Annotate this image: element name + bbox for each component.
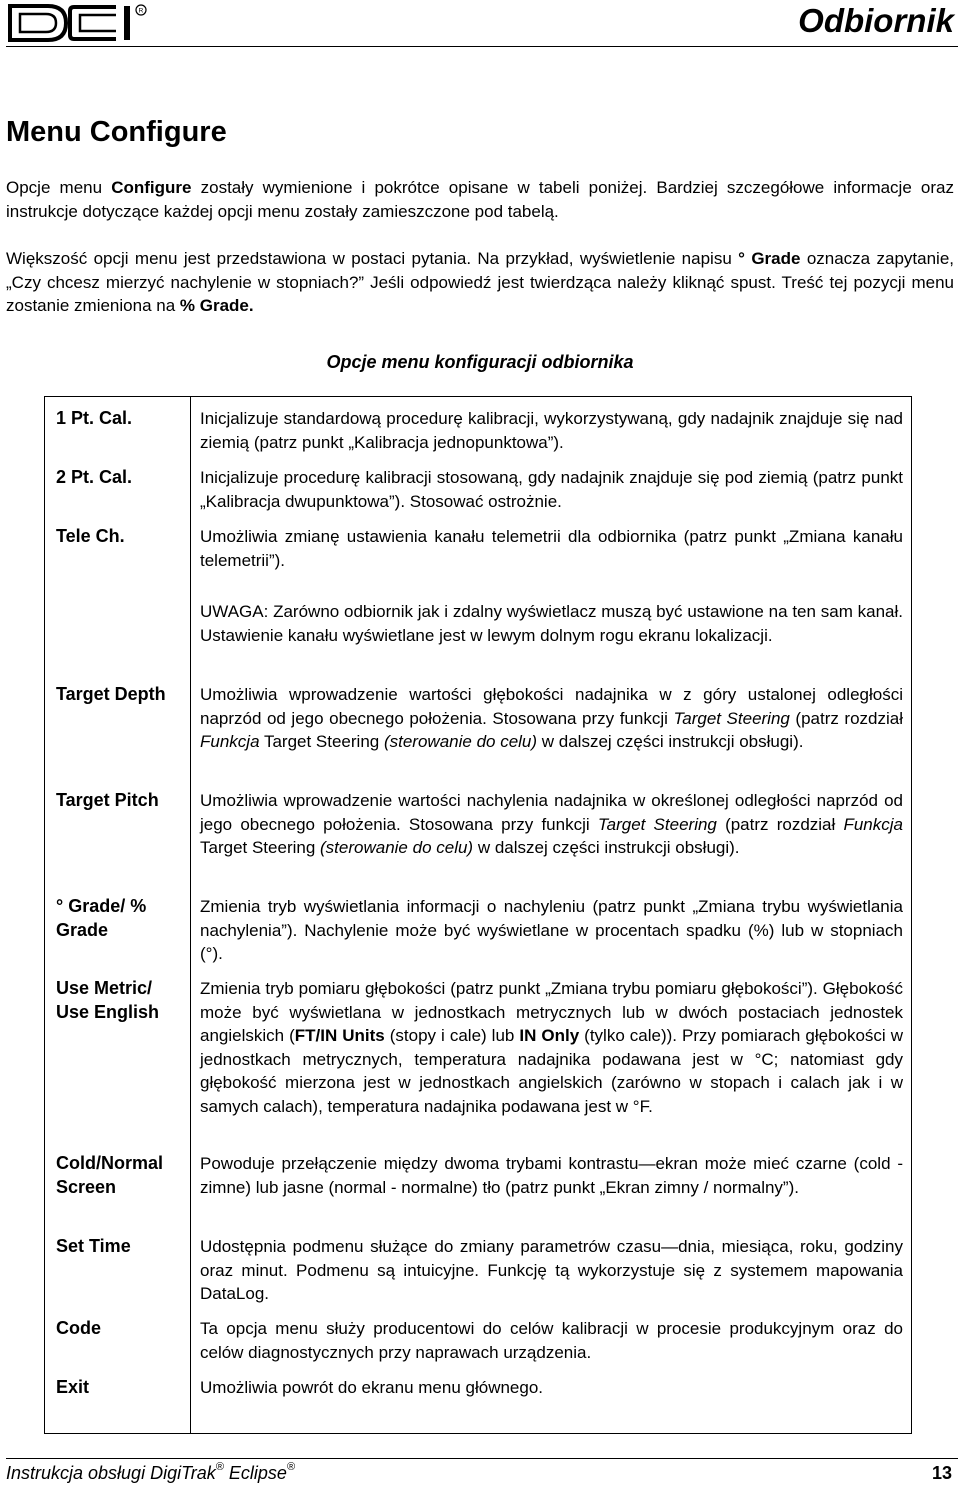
row-description: Powoduje przełączenie między dwoma trybami kontrastu—ekran może mieć czarne (cold - zimne) lub jasne (normal - normalne) tło (patrz punkt „Ekran zimny / normalny”).: [200, 1154, 903, 1197]
row-description: Umożliwia wprowadzenie wartości głębokości nadajnika w z góry ustalonej odległości naprzód od jego obecnego położenia. Stosowana przy funkcji Target Steering (patrz rozdział Funkcja Target Steering (sterowanie do celu) w dalszej części instrukcji obsługi).: [200, 685, 903, 751]
table-caption: Opcje menu konfiguracji odbiornika: [326, 352, 634, 372]
row-label: Cold/Normal Screen: [56, 1153, 164, 1197]
row-label: Use Metric/ Use English: [56, 978, 160, 1022]
row-label: Target Pitch: [56, 790, 159, 810]
row-description: Ta opcja menu służy producentowi do celów kalibracji w procesie produkcyjnym oraz do celów diagnostycznych przy naprawach urządzenia.: [200, 1319, 903, 1362]
svg-text:R: R: [138, 7, 144, 15]
row-label: Exit: [56, 1377, 90, 1397]
row-description: Zmienia tryb wyświetlania informacji o nachyleniu (patrz punkt „Zmiana trybu wyświetlania nachylenia”). Nachylenie może być wyświetlane w procentach spadku (%) lub w stopniach (°).: [200, 897, 903, 963]
section-title: Odbiornik: [798, 2, 954, 39]
header-divider: [6, 46, 958, 47]
row-label: Set Time: [56, 1236, 131, 1256]
intro-paragraph-1: Opcje menu Configure zostały wymienione i pokrótce opisane w tabeli poniżej. Bardziej szczegółowe informacje oraz instrukcje dotyczące każdej opcji menu zostały zamieszczone pod tabelą.: [6, 178, 954, 221]
row-label: Code: [56, 1318, 101, 1338]
row-description: Umożliwia wprowadzenie wartości nachylenia nadajnika w określonej odległości naprzód od jego obecnego położenia. Stosowana przy funkcji Target Steering (patrz rozdział Funkcja Target Steering (sterowanie do celu) w dalszej części instrukcji obsługi).: [200, 791, 903, 857]
intro-paragraph-2: Większość opcji menu jest przedstawiona w postaci pytania. Na przykład, wyświetlenie napisu ° Grade oznacza zapytanie, „Czy chcesz mierzyć nachylenie w stopniach?” Jeśli odpowiedź jest twierdząca należy kliknąć spust. Treść tej pozycji menu zostanie zmieniona na % Grade.: [6, 249, 954, 315]
row-label: 2 Pt. Cal.: [56, 467, 133, 487]
page-title: Menu Configure: [6, 116, 227, 148]
table-column-divider: [190, 397, 191, 1433]
row-description: Zmienia tryb pomiaru głębokości (patrz punkt „Zmiana trybu pomiaru głębokości”). Głębokość może być wyświetlana w jednostkach metrycznych lub w dwóch postaciach jednostek angielskich (FT/IN Units (stopy i cale) lub IN Only (tylko cale)). Przy pomiarach głębokości w jednostkach metrycznych, temperatura nadajnika podawana jest w °C; natomiast gdy głębokość mierzona jest w jednostkach angielskich (zarówno w stopach i calach jak i w samych calach), temperatura nadajnika podawana jest w °F.: [200, 979, 903, 1116]
row-description: Udostępnia podmenu służące do zmiany parametrów czasu—dnia, miesiąca, roku, godziny oraz minut. Podmenu są intuicyjne. Funkcję tą wykorzystuje się z systemem mapowania DataLog.: [200, 1237, 903, 1303]
dci-logo: [8, 3, 148, 43]
page-number: 13: [931, 1463, 952, 1483]
row-label: ° Grade/ % Grade: [56, 896, 147, 940]
row-label: Tele Ch.: [56, 526, 125, 546]
row-label: Target Depth: [56, 684, 166, 704]
row-description: Inicjalizuje procedurę kalibracji stosowaną, gdy nadajnik znajduje się pod ziemią (patrz punkt „Kalibracja dwupunktowa”). Stosować ostrożnie.: [200, 468, 903, 511]
row-description: Umożliwia powrót do ekranu menu głównego.: [200, 1378, 544, 1397]
footer-manual-title: Instrukcja obsługi DigiTrak® Eclipse®: [6, 1461, 295, 1483]
row-description: Umożliwia zmianę ustawienia kanału telemetrii dla odbiornika (patrz punkt „Zmiana kanału telemetrii”). UWAGA: Zarówno odbiornik jak i zdalny wyświetlacz muszą być ustawione na ten sam kanał. Ustawienie kanału wyświetlane jest w lewym dolnym rogu ekranu lokalizacji.: [200, 525, 903, 647]
config-options-table: [44, 396, 912, 1434]
row-description: Inicjalizuje standardową procedurę kalibracji, wykorzystywaną, gdy nadajnik znajduje się nad ziemią (patrz punkt „Kalibracja jednopunktowa”).: [200, 409, 903, 452]
footer-divider: [6, 1458, 958, 1459]
row-label: 1 Pt. Cal.: [56, 408, 133, 428]
row-note: UWAGA: Zarówno odbiornik jak i zdalny wyświetlacz muszą być ustawione na ten sam kanał. Ustawienie kanału wyświetlane jest w lewym dolnym rogu ekranu lokalizacji.: [200, 602, 903, 645]
page-header: [0, 0, 960, 50]
